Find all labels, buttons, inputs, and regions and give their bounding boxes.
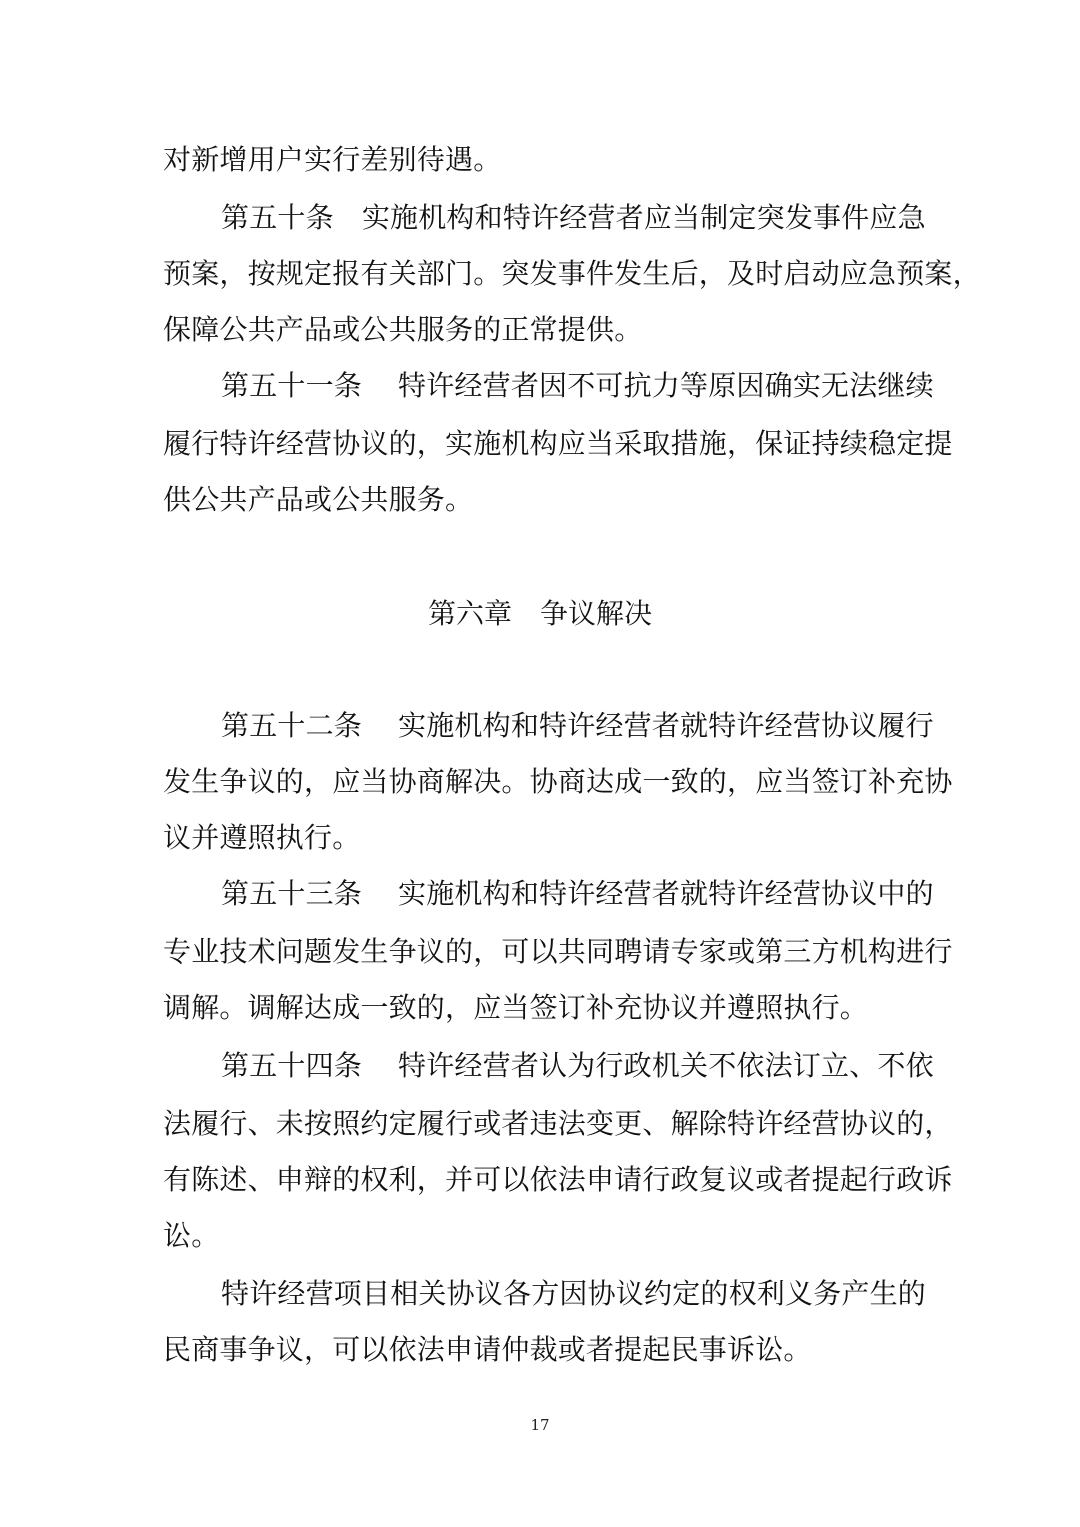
article-50-first-line bbox=[221, 198, 981, 238]
article-51-title: 第五十一条 bbox=[221, 369, 363, 402]
text-line: 供公共产品或公共服务。 bbox=[163, 483, 474, 516]
article-51-text: 特许经营者因不可抗力等原因确实无法继续 bbox=[398, 369, 934, 402]
chapter-title: 争议解决 bbox=[540, 597, 653, 630]
chapter-heading bbox=[0, 594, 1080, 634]
text-line: 预案，按规定报有关部门。突发事件发生后，及时启动应急预案， bbox=[163, 257, 981, 290]
page-number: 17 bbox=[530, 1416, 550, 1434]
text-line: 发生争议的，应当协商解决。协商达成一致的，应当签订补充协 bbox=[163, 765, 953, 798]
text-line: 对新增用户实行差别待遇。 bbox=[163, 143, 502, 176]
article-50-title: 第五十条 bbox=[221, 201, 334, 234]
article-51-first-line bbox=[221, 366, 981, 406]
article-50-text: 实施机构和特许经营者应当制定突发事件应急 bbox=[361, 201, 926, 234]
article-52-text: 实施机构和特许经营者就特许经营协议履行 bbox=[398, 709, 934, 742]
article-54-first-line bbox=[221, 1046, 981, 1086]
text-line: 专业技术问题发生争议的，可以共同聘请专家或第三方机构进行 bbox=[163, 935, 953, 968]
article-52-first-line bbox=[221, 706, 981, 746]
text-line: 议并遵照执行。 bbox=[163, 821, 361, 854]
text-line: 民商事争议，可以依法申请仲裁或者提起民事诉讼。 bbox=[163, 1333, 812, 1366]
text-line: 特许经营项目相关协议各方因协议约定的权利义务产生的 bbox=[221, 1277, 927, 1310]
article-52-title: 第五十二条 bbox=[221, 709, 363, 742]
article-54-title: 第五十四条 bbox=[221, 1049, 363, 1082]
text-line: 有陈述、申辩的权利，并可以依法申请行政复议或者提起行政诉 bbox=[163, 1163, 953, 1196]
text-line: 保障公共产品或公共服务的正常提供。 bbox=[163, 313, 643, 346]
article-53-title: 第五十三条 bbox=[221, 877, 363, 910]
article-53-first-line bbox=[221, 874, 981, 914]
text-line: 法履行、未按照约定履行或者违法变更、解除特许经营协议的， bbox=[163, 1107, 953, 1140]
text-line: 讼。 bbox=[163, 1219, 220, 1252]
chapter-number: 第六章 bbox=[427, 597, 512, 630]
article-54-text: 特许经营者认为行政机关不依法订立、不依 bbox=[398, 1049, 934, 1082]
text-line: 履行特许经营协议的，实施机构应当采取措施，保证持续稳定提 bbox=[163, 427, 953, 460]
text-line: 调解。调解达成一致的，应当签订补充协议并遵照执行。 bbox=[163, 991, 869, 1024]
article-53-text: 实施机构和特许经营者就特许经营协议中的 bbox=[398, 877, 934, 910]
